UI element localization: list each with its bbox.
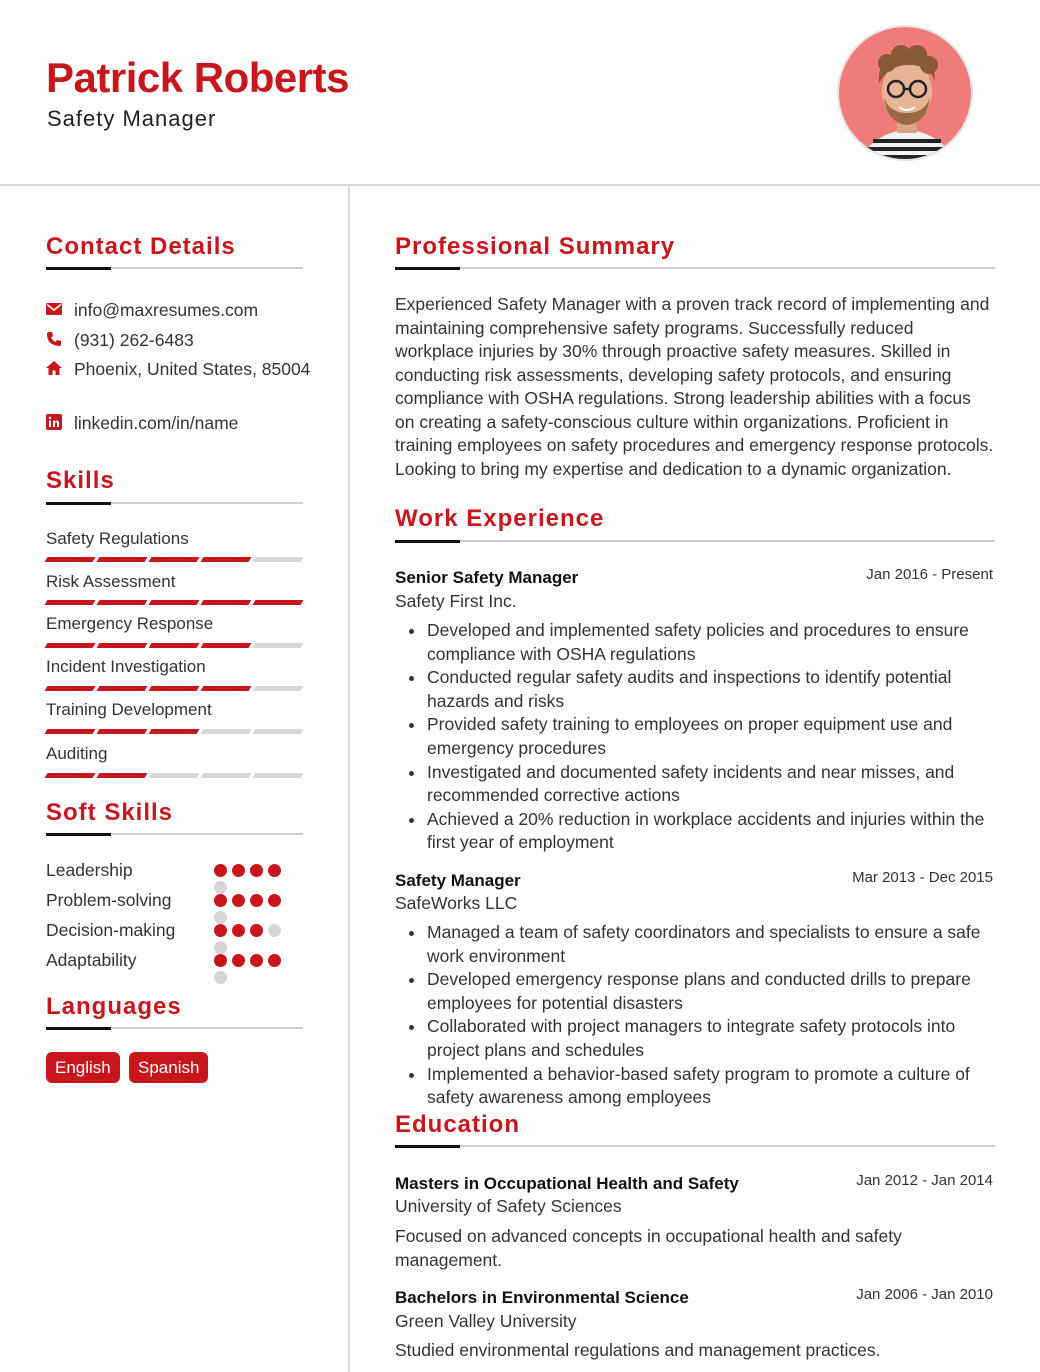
education-description: Studied environmental regulations and management practices. <box>395 1340 881 1360</box>
skill-label: Emergency Response <box>46 614 214 633</box>
list-item: Developed and implemented safety policies and procedures to ensure compliance with OSHA regulations <box>405 619 997 666</box>
contact-linkedin-text: linkedin.com/in/name <box>74 413 239 433</box>
skill-level-segment <box>253 643 304 648</box>
job-company: SafeWorks LLC <box>395 893 518 913</box>
list-item: Implemented a behavior-based safety program to promote a culture of safety awareness among employees <box>405 1063 997 1110</box>
languages-heading: Languages <box>46 993 182 1020</box>
school-name: Green Valley University <box>395 1311 577 1331</box>
education-heading: Education <box>395 1111 521 1138</box>
rating-dot <box>250 924 263 937</box>
skills-rule <box>46 502 303 504</box>
envelope-icon <box>46 301 62 317</box>
list-item: Conducted regular safety audits and inspections to identify potential hazards and risks <box>405 666 997 713</box>
job-dates: Mar 2013 - Dec 2015 <box>852 869 993 886</box>
skill-label: Risk Assessment <box>46 572 176 591</box>
skill-level-segment <box>97 686 148 691</box>
rating-dot <box>250 864 263 877</box>
soft-skill-rating <box>214 924 294 938</box>
soft-skill-label: Leadership <box>46 860 133 880</box>
column-divider <box>348 186 350 1372</box>
list-item: Investigated and documented safety incidents and near misses, and recommended corrective actions <box>405 761 997 808</box>
summary-heading: Professional Summary <box>395 233 676 260</box>
skill-level-bar <box>46 729 302 734</box>
soft-skill-rating <box>214 954 294 968</box>
skill-level-bar <box>46 773 302 778</box>
list-item: Achieved a 20% reduction in workplace accidents and injuries within the first year of employment <box>405 808 997 855</box>
skill-level-segment <box>149 643 200 648</box>
school-name: University of Safety Sciences <box>395 1196 622 1216</box>
rating-dot <box>268 864 281 877</box>
list-item: Collaborated with project managers to integrate safety protocols into project plans and schedules <box>405 1015 997 1062</box>
skill-label: Safety Regulations <box>46 529 189 548</box>
contact-email-text: info@maxresumes.com <box>74 300 259 320</box>
list-item: Provided safety training to employees on proper equipment use and emergency procedures <box>405 713 997 760</box>
contact-email[interactable] <box>46 298 314 322</box>
skill-level-segment <box>45 773 96 778</box>
profile-photo <box>837 25 973 161</box>
skill-level-segment <box>45 643 96 648</box>
rating-dot <box>214 881 227 894</box>
languages-rule <box>46 1027 303 1029</box>
education-rule <box>395 1145 995 1147</box>
soft-skill-label: Decision-making <box>46 920 176 940</box>
job-title: Senior Safety Manager <box>395 568 579 587</box>
rating-dot <box>268 954 281 967</box>
skill-level-segment <box>149 686 200 691</box>
rating-dot <box>214 894 227 907</box>
summary-rule <box>395 267 995 269</box>
skill-level-segment <box>201 557 252 562</box>
experience-rule <box>395 540 995 542</box>
skill-level-segment <box>201 686 252 691</box>
education-dates: Jan 2006 - Jan 2010 <box>856 1286 993 1303</box>
list-item: Managed a team of safety coordinators and specialists to ensure a safe work environment <box>405 921 997 968</box>
contact-heading: Contact Details <box>46 233 236 260</box>
phone-icon <box>46 331 62 347</box>
skill-label: Training Development <box>46 700 212 719</box>
degree-title: Bachelors in Environmental Science <box>395 1288 689 1307</box>
skill-level-segment <box>97 773 148 778</box>
skill-level-segment <box>45 729 96 734</box>
skill-level-segment <box>149 600 200 605</box>
skill-level-segment <box>45 686 96 691</box>
rating-dot <box>268 924 281 937</box>
summary-text: Experienced Safety Manager with a proven track record of implementing and maintaining comprehensive safety programs. Successfully reduced workplace injuries by 30% through proactive safety measures. Skilled in conducting risk assessments, developing safety protocols, and ensuring compliance with OSHA regulations. Strong leadership abilities with a focus on creating a safety-conscious culture within organizations. Proficient in training employees on safety procedures and emergency response protocols. Looking to bring my expertise and dedication to a dynamic organization. <box>395 294 994 479</box>
contact-phone-text: (931) 262-6483 <box>74 330 194 350</box>
skill-level-segment <box>253 773 304 778</box>
skill-level-segment <box>253 557 304 562</box>
rating-dot <box>268 894 281 907</box>
soft-skill-rating <box>214 864 294 878</box>
job-title: Safety Manager <box>395 871 521 890</box>
skill-level-segment <box>253 729 304 734</box>
degree-title: Masters in Occupational Health and Safety <box>395 1174 739 1193</box>
skill-level-segment <box>253 686 304 691</box>
rating-dot <box>214 911 227 924</box>
rating-dot <box>214 864 227 877</box>
language-tag: Spanish <box>129 1052 208 1083</box>
rating-dot <box>250 894 263 907</box>
skill-level-segment <box>45 557 96 562</box>
skill-level-segment <box>97 600 148 605</box>
skill-level-segment <box>97 557 148 562</box>
education-dates: Jan 2012 - Jan 2014 <box>856 1172 993 1189</box>
contact-rule <box>46 267 303 269</box>
experience-heading: Work Experience <box>395 505 605 532</box>
candidate-name: Patrick Roberts <box>46 54 349 101</box>
job-company: Safety First Inc. <box>395 591 517 611</box>
skill-label: Auditing <box>46 744 108 763</box>
rating-dot <box>232 894 245 907</box>
skill-level-segment <box>253 600 304 605</box>
home-icon <box>46 360 62 376</box>
skill-level-segment <box>201 729 252 734</box>
skill-level-bar <box>46 643 302 648</box>
skill-level-segment <box>97 643 148 648</box>
skill-level-segment <box>97 729 148 734</box>
job-dates: Jan 2016 - Present <box>866 566 993 583</box>
job-bullets <box>405 921 997 1110</box>
soft-skill-label: Problem-solving <box>46 890 172 910</box>
contact-address <box>46 357 314 381</box>
skill-level-segment <box>45 600 96 605</box>
list-item: Developed emergency response plans and conducted drills to prepare employees for potential disasters <box>405 968 997 1015</box>
linkedin-icon <box>46 414 62 430</box>
contact-address-text: Phoenix, United States, 85004 <box>74 359 311 379</box>
skill-level-segment <box>201 643 252 648</box>
soft-skill-rating <box>214 894 294 908</box>
rating-dot <box>214 941 227 954</box>
skill-level-segment <box>201 773 252 778</box>
language-tag: English <box>46 1052 120 1083</box>
rating-dot <box>214 954 227 967</box>
rating-dot <box>232 924 245 937</box>
skill-label: Incident Investigation <box>46 657 206 676</box>
skills-heading: Skills <box>46 467 115 494</box>
rating-dot <box>232 864 245 877</box>
skill-level-segment <box>149 773 200 778</box>
candidate-title: Safety Manager <box>47 106 217 131</box>
resume-header <box>0 0 1040 186</box>
soft-skills-heading: Soft Skills <box>46 799 174 826</box>
skill-level-segment <box>149 729 200 734</box>
rating-dot <box>250 954 263 967</box>
job-bullets <box>405 619 997 855</box>
skill-level-bar <box>46 600 302 605</box>
skill-level-segment <box>149 557 200 562</box>
skill-level-bar <box>46 557 302 562</box>
skill-level-segment <box>201 600 252 605</box>
education-description: Focused on advanced concepts in occupational health and safety management. <box>395 1226 902 1270</box>
skill-level-bar <box>46 686 302 691</box>
rating-dot <box>214 924 227 937</box>
soft-skills-rule <box>46 833 303 835</box>
soft-skill-label: Adaptability <box>46 950 137 970</box>
contact-linkedin[interactable] <box>46 411 314 435</box>
rating-dot <box>232 954 245 967</box>
contact-phone[interactable] <box>46 328 314 352</box>
rating-dot <box>214 971 227 984</box>
